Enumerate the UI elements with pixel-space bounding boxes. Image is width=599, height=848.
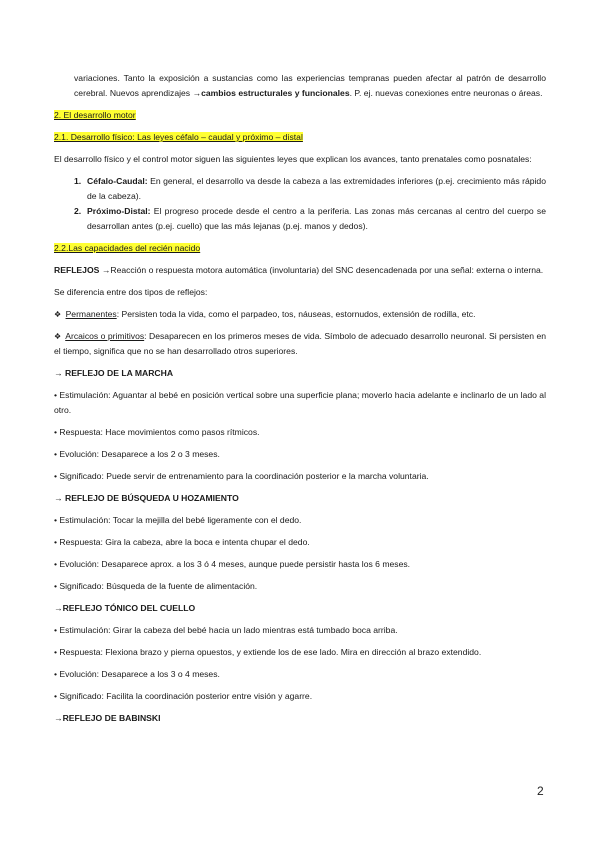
section-2-2-title: 2.2.Las capacidades del recién nacido [54,243,201,253]
intro-rest: . P. ej. nuevas conexiones entre neuronas o áreas. [349,88,543,98]
reflex-line: • Significado: Puede servir de entrenamiento para la coordinación posterior e la marcha voluntaria. [54,471,429,481]
reflex-line: • Respuesta: Hace movimientos como pasos rítmicos. [54,427,260,437]
diamond-icon: ❖ [54,332,62,341]
intro-bold: cambios estructurales y funcionales [201,88,350,98]
list-item [54,174,546,204]
reflex-line: • Respuesta: Flexiona brazo y pierna opuestos, y extiende los de ese lado. Mira en dirección al brazo extendido. [54,647,482,657]
reflex-types-intro: Se diferencia entre dos tipos de reflejos: [54,287,208,297]
intro-paragraph [74,71,546,101]
section-2-1-heading [54,130,546,145]
reflex-line: • Significado: Búsqueda de la fuente de alimentación. [54,581,258,591]
reflex-line: • Evolución: Desaparece aprox. a los 3 ó 4 meses, aunque puede persistir hasta los 6 meses. [54,559,411,569]
list-item [54,204,546,234]
page-content [54,71,546,726]
intro-text: variaciones. Tanto la exposición a sustancias como las experiencias tempranas pueden afectar al patrón de desarrollo cerebral. Nuevos aprendizajes [74,73,546,98]
section-2-title: 2. El desarrollo motor [54,110,136,120]
reflex-line: • Evolución: Desaparece a los 2 o 3 meses. [54,449,220,459]
list-term: Céfalo-Caudal: [87,176,148,186]
list-text: El progreso procede desde el centro a la periferia. Las zonas más cercanas al centro del cuerpo se desarrollan antes (p.ej. cuello) que las más lejanas (p.ej. manos y dedos). [87,206,546,231]
laws-list [54,174,546,234]
reflex-title-tonico: →REFLEJO TÓNICO DEL CUELLO [54,603,196,613]
permanentes-label: Permanentes [65,309,117,319]
section-2-2-heading [54,241,546,256]
arcaicos-paragraph [54,329,546,359]
section-2-heading [54,108,546,123]
reflex-title-busqueda: → REFLEJO DE BÚSQUEDA U HOZAMIENTO [54,493,239,503]
list-number: 1. [74,176,82,186]
arcaicos-text: : Desaparecen en los primeros meses de vida. Símbolo de adecuado desarrollo neuronal. Si persisten en el tiempo, significa que no se han desarrollado otros superiores. [54,331,547,356]
list-term: Próximo-Distal: [87,206,151,216]
page-number: 2 [537,784,544,798]
permanentes-text: : Persisten toda la vida, como el parpadeo, tos, náuseas, estornudos, extensión de rodilla, etc. [116,309,476,319]
reflex-line: • Evolución: Desaparece a los 3 o 4 meses. [54,669,220,679]
reflex-title-babinski: →REFLEJO DE BABINSKI [54,713,161,723]
diamond-icon: ❖ [54,310,62,319]
list-number: 2. [74,206,82,216]
arcaicos-label: Arcaicos o primitivos [65,331,145,341]
section-2-1-title: 2.1. Desarrollo físico: Las leyes céfalo – caudal y próximo – distal [54,132,303,142]
reflejos-label: REFLEJOS [54,265,100,275]
section-2-1-intro: El desarrollo físico y el control motor siguen las siguientes leyes que explican los avances, tanto prenatales como posnatales: [54,154,532,164]
reflex-line: • Significado: Facilita la coordinación posterior entre visión y agarre. [54,691,313,701]
arrow-icon: → [192,88,202,98]
reflex-line: • Estimulación: Tocar la mejilla del bebé ligeramente con el dedo. [54,515,302,525]
reflejos-text: →Reacción o respuesta motora automática (involuntaria) del SNC desencadenada por una señal: externa o interna. [99,265,544,275]
reflex-line: • Estimulación: Aguantar al bebé en posición vertical sobre una superficie plana; moverlo hacia adelante e inclinarlo de un lado al otro. [54,390,546,415]
reflejos-definition [54,263,546,278]
reflex-line: • Respuesta: Gira la cabeza, abre la boca e intenta chupar el dedo. [54,537,310,547]
permanentes-paragraph [54,307,546,322]
reflex-line: • Estimulación: Girar la cabeza del bebé hacia un lado mientras está tumbado boca arriba. [54,625,398,635]
list-text: En general, el desarrollo va desde la cabeza a las extremidades inferiores (p.ej. crecimiento más rápido de la cabeza). [87,176,546,201]
reflex-title-marcha: → REFLEJO DE LA MARCHA [54,368,174,378]
